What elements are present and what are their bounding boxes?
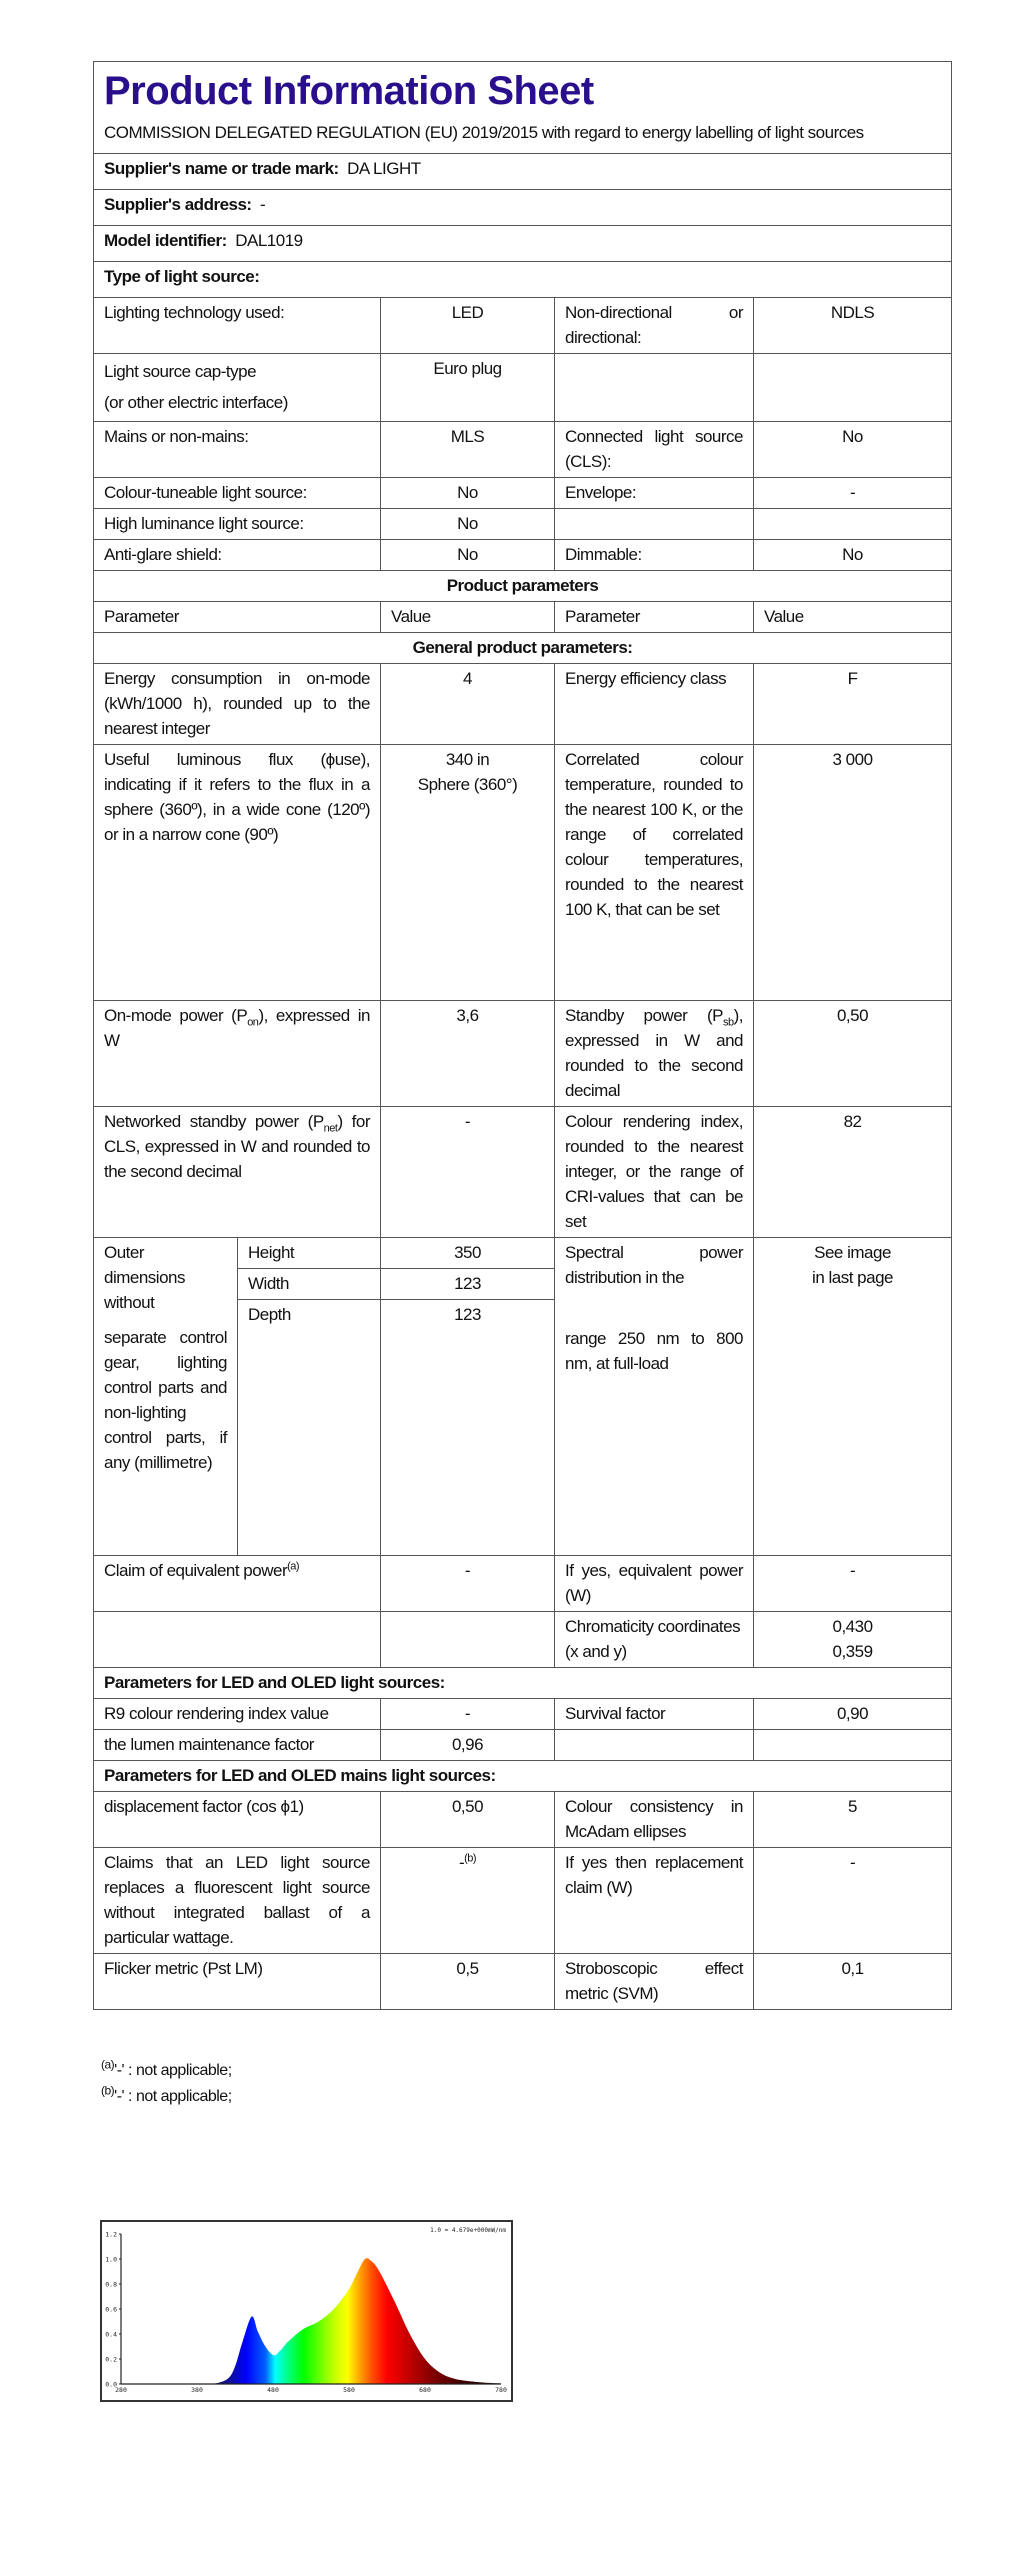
table-row <box>94 422 952 478</box>
supplier-name-value: DA LIGHT <box>347 159 421 178</box>
table-row <box>94 745 952 1001</box>
table-row <box>94 1238 952 1269</box>
stroboscopic-label: Stroboscopic effect metric (SVM) <box>555 1954 754 2010</box>
footnote-a <box>101 2058 232 2084</box>
supplier-address-row <box>94 190 952 226</box>
param-label: Mains or non-mains: <box>94 422 381 478</box>
column-header-row <box>94 602 952 633</box>
label-text: ), expressed in W <box>104 1006 370 1050</box>
outer-dimensions-label <box>94 1238 238 1556</box>
empty-cell <box>555 1730 754 1761</box>
param-value <box>754 509 952 540</box>
svg-text:1.2: 1.2 <box>105 2230 117 2239</box>
label-subscript: sb <box>722 1016 734 1029</box>
param-value: - <box>754 478 952 509</box>
standby-power-label <box>555 1001 754 1107</box>
on-mode-power-label <box>94 1001 381 1107</box>
displacement-factor-label: displacement factor (cos ϕ1) <box>94 1792 381 1848</box>
on-mode-power-value: 3,6 <box>381 1001 555 1107</box>
param-label: Lighting technology used: <box>94 298 381 354</box>
param-label: Anti-glare shield: <box>94 540 381 571</box>
svg-text:0.4: 0.4 <box>105 2330 117 2339</box>
footnote-mark: (b) <box>101 2083 115 2098</box>
label-text: Networked standby power (P <box>104 1112 324 1131</box>
flicker-metric-label: Flicker metric (Pst LM) <box>94 1954 381 2010</box>
footnote-mark: (a) <box>101 2057 115 2072</box>
svg-text:580: 580 <box>343 2386 355 2394</box>
chromaticity-y: 0,359 <box>832 1642 873 1661</box>
chromaticity-value <box>754 1612 952 1668</box>
param-value: No <box>381 540 555 571</box>
colour-consistency-label: Colour consistency in McAdam ellipses <box>555 1792 754 1848</box>
regulation-subtitle: COMMISSION DELEGATED REGULATION (EU) 2019/2015 with regard to energy labelling of light sources <box>94 118 952 154</box>
param-label: Colour-tuneable light source: <box>94 478 381 509</box>
cri-label: Colour rendering index, rounded to the nearest integer, or the range of CRI-values that can be set <box>555 1107 754 1238</box>
survival-factor-label: Survival factor <box>555 1699 754 1730</box>
fluorescent-claim-label: Claims that an LED light source replaces a fluorescent light source without integrated ballast of a particular wattage. <box>94 1848 381 1954</box>
param-label: Connected light source (CLS): <box>555 422 754 478</box>
svg-text:380: 380 <box>191 2386 203 2394</box>
param-value: No <box>381 509 555 540</box>
label-text: Claim of equivalent power <box>104 1561 288 1580</box>
footnote-text: '-' : not applicable; <box>114 2062 232 2079</box>
cct-label: Correlated colour temperature, rounded to the nearest 100 K, or the range of correlated colour temperatures, rounded to the nearest 100 K, that can be set <box>555 745 754 1001</box>
param-label <box>555 354 754 422</box>
table-row <box>94 1792 952 1848</box>
svg-text:680: 680 <box>419 2386 431 2394</box>
param-label <box>555 509 754 540</box>
product-parameters-heading: Product parameters <box>94 571 952 602</box>
equivalent-power-claim-label <box>94 1556 381 1612</box>
value-text: in last page <box>812 1268 893 1287</box>
param-label: High luminance light source: <box>94 509 381 540</box>
column-header: Parameter <box>94 602 381 633</box>
label-text: Standby power (P <box>565 1006 723 1025</box>
led-section-heading: Parameters for LED and OLED light sources: <box>94 1668 952 1699</box>
table-row <box>94 1107 952 1238</box>
survival-factor-value: 0,90 <box>754 1699 952 1730</box>
footnote-marker: (a) <box>287 1560 300 1573</box>
supplier-address-label: Supplier's address: <box>104 195 252 214</box>
param-label: Envelope: <box>555 478 754 509</box>
table-row <box>94 540 952 571</box>
supplier-address-value: - <box>260 195 266 214</box>
empty-cell <box>94 1612 381 1668</box>
table-row <box>94 664 952 745</box>
svg-text:1.0 = 4.679e+000mW/nm: 1.0 = 4.679e+000mW/nm <box>430 2227 506 2234</box>
led-mains-section-heading: Parameters for LED and OLED mains light sources: <box>94 1761 952 1792</box>
lumen-maintenance-label: the lumen maintenance factor <box>94 1730 381 1761</box>
table-row <box>94 298 952 354</box>
model-identifier-row <box>94 226 952 262</box>
svg-text:780: 780 <box>495 2386 507 2394</box>
standby-power-value: 0,50 <box>754 1001 952 1107</box>
empty-cell <box>754 1730 952 1761</box>
spectral-distribution-value <box>754 1238 952 1556</box>
luminous-flux-value-line2: Sphere (360°) <box>417 775 518 794</box>
replacement-claim-label: If yes then replacement claim (W) <box>555 1848 754 1954</box>
param-label: Non-directional or directional: <box>555 298 754 354</box>
spectral-distribution-label <box>555 1238 754 1556</box>
value-text: - <box>458 1853 465 1872</box>
label-text: ), expressed in W and rounded to the second decimal <box>565 1006 743 1100</box>
svg-text:1.0: 1.0 <box>105 2255 117 2264</box>
luminous-flux-label: Useful luminous flux (ϕuse), indicating if it refers to the flux in a sphere (360º), in a wide cone (120º) or in a narrow cone (90º) <box>94 745 381 1001</box>
param-value: No <box>754 540 952 571</box>
svg-text:0.8: 0.8 <box>105 2280 117 2289</box>
page-title: Product Information Sheet <box>104 69 594 113</box>
label-text: range 250 nm to 800 nm, at full-load <box>565 1329 743 1373</box>
table-row <box>94 1612 952 1668</box>
luminous-flux-value-line1: 340 in <box>445 750 490 769</box>
replacement-claim-value: - <box>754 1848 952 1954</box>
svg-text:0.6: 0.6 <box>105 2305 117 2314</box>
height-value: 350 <box>381 1238 555 1269</box>
depth-label: Depth <box>238 1300 381 1556</box>
label-text: separate control gear, lighting control parts and non-lighting control parts, if any (millimetre) <box>104 1328 227 1472</box>
column-header: Parameter <box>555 602 754 633</box>
cct-value: 3 000 <box>754 745 952 1001</box>
general-parameters-heading: General product parameters: <box>94 633 952 664</box>
networked-standby-value: - <box>381 1107 555 1238</box>
displacement-factor-value: 0,50 <box>381 1792 555 1848</box>
label-text: Spectral power distribution in the <box>565 1243 743 1287</box>
spectrum-plot <box>102 2222 511 2400</box>
param-value: NDLS <box>754 298 952 354</box>
r9-value: - <box>381 1699 555 1730</box>
energy-class-value: F <box>754 664 952 745</box>
model-identifier-label: Model identifier: <box>104 231 227 250</box>
luminous-flux-value <box>381 745 555 1001</box>
table-row <box>94 1730 952 1761</box>
column-header: Value <box>754 602 952 633</box>
footnote-text: '-' : not applicable; <box>114 2088 232 2105</box>
supplier-name-row <box>94 154 952 190</box>
svg-text:0.2: 0.2 <box>105 2355 117 2364</box>
table-row <box>94 1848 952 1954</box>
table-row <box>94 354 952 422</box>
flicker-metric-value: 0,5 <box>381 1954 555 2010</box>
table-row <box>94 1699 952 1730</box>
depth-value: 123 <box>381 1300 555 1556</box>
column-header: Value <box>381 602 555 633</box>
table-row <box>94 1954 952 2010</box>
param-value: MLS <box>381 422 555 478</box>
value-text: See image <box>814 1243 891 1262</box>
cap-type-label-note: (or other electric interface) <box>104 393 288 412</box>
height-label: Height <box>238 1238 381 1269</box>
param-label <box>94 354 381 422</box>
param-value: LED <box>381 298 555 354</box>
footnote-marker: (b) <box>464 1852 477 1865</box>
stroboscopic-value: 0,1 <box>754 1954 952 2010</box>
label-subscript: net <box>323 1122 338 1135</box>
type-of-light-source-heading: Type of light source: <box>94 262 952 298</box>
table-row <box>94 478 952 509</box>
cap-type-label: Light source cap-type <box>104 362 257 381</box>
cri-value: 82 <box>754 1107 952 1238</box>
label-subscript: on <box>247 1016 259 1029</box>
supplier-name-label: Supplier's name or trade mark: <box>104 159 339 178</box>
info-table <box>93 61 952 2010</box>
footnote-b <box>101 2084 232 2110</box>
table-row <box>94 1001 952 1107</box>
lumen-maintenance-value: 0,96 <box>381 1730 555 1761</box>
spectral-power-chart <box>100 2220 513 2402</box>
energy-consumption-label: Energy consumption in on-mode (kWh/1000 h), rounded up to the nearest integer <box>94 664 381 745</box>
chromaticity-x: 0,430 <box>832 1617 873 1636</box>
chromaticity-label: Chromaticity coordinates (x and y) <box>555 1612 754 1668</box>
footnotes <box>101 2058 232 2110</box>
equivalent-power-label: If yes, equivalent power (W) <box>555 1556 754 1612</box>
table-row <box>94 509 952 540</box>
colour-consistency-value: 5 <box>754 1792 952 1848</box>
param-value: Euro plug <box>381 354 555 422</box>
param-label: Dimmable: <box>555 540 754 571</box>
equivalent-power-claim-value: - <box>381 1556 555 1612</box>
empty-cell <box>381 1612 555 1668</box>
label-text: On-mode power (P <box>104 1006 248 1025</box>
param-value: No <box>754 422 952 478</box>
label-text: ) for CLS, expressed in W and rounded to the second decimal <box>104 1112 370 1181</box>
param-value <box>754 354 952 422</box>
energy-consumption-value: 4 <box>381 664 555 745</box>
energy-class-label: Energy efficiency class <box>555 664 754 745</box>
svg-text:480: 480 <box>267 2386 279 2394</box>
label-text: Outer dimensions without <box>104 1243 185 1312</box>
table-row <box>94 1556 952 1612</box>
width-value: 123 <box>381 1269 555 1300</box>
param-value: No <box>381 478 555 509</box>
fluorescent-claim-value <box>381 1848 555 1954</box>
svg-text:0.0: 0.0 <box>105 2380 117 2389</box>
r9-label: R9 colour rendering index value <box>94 1699 381 1730</box>
model-identifier-value: DAL1019 <box>235 231 303 250</box>
width-label: Width <box>238 1269 381 1300</box>
svg-text:280: 280 <box>115 2386 127 2394</box>
title-cell <box>94 62 952 119</box>
product-information-sheet <box>93 61 951 2010</box>
networked-standby-label <box>94 1107 381 1238</box>
equivalent-power-value: - <box>754 1556 952 1612</box>
